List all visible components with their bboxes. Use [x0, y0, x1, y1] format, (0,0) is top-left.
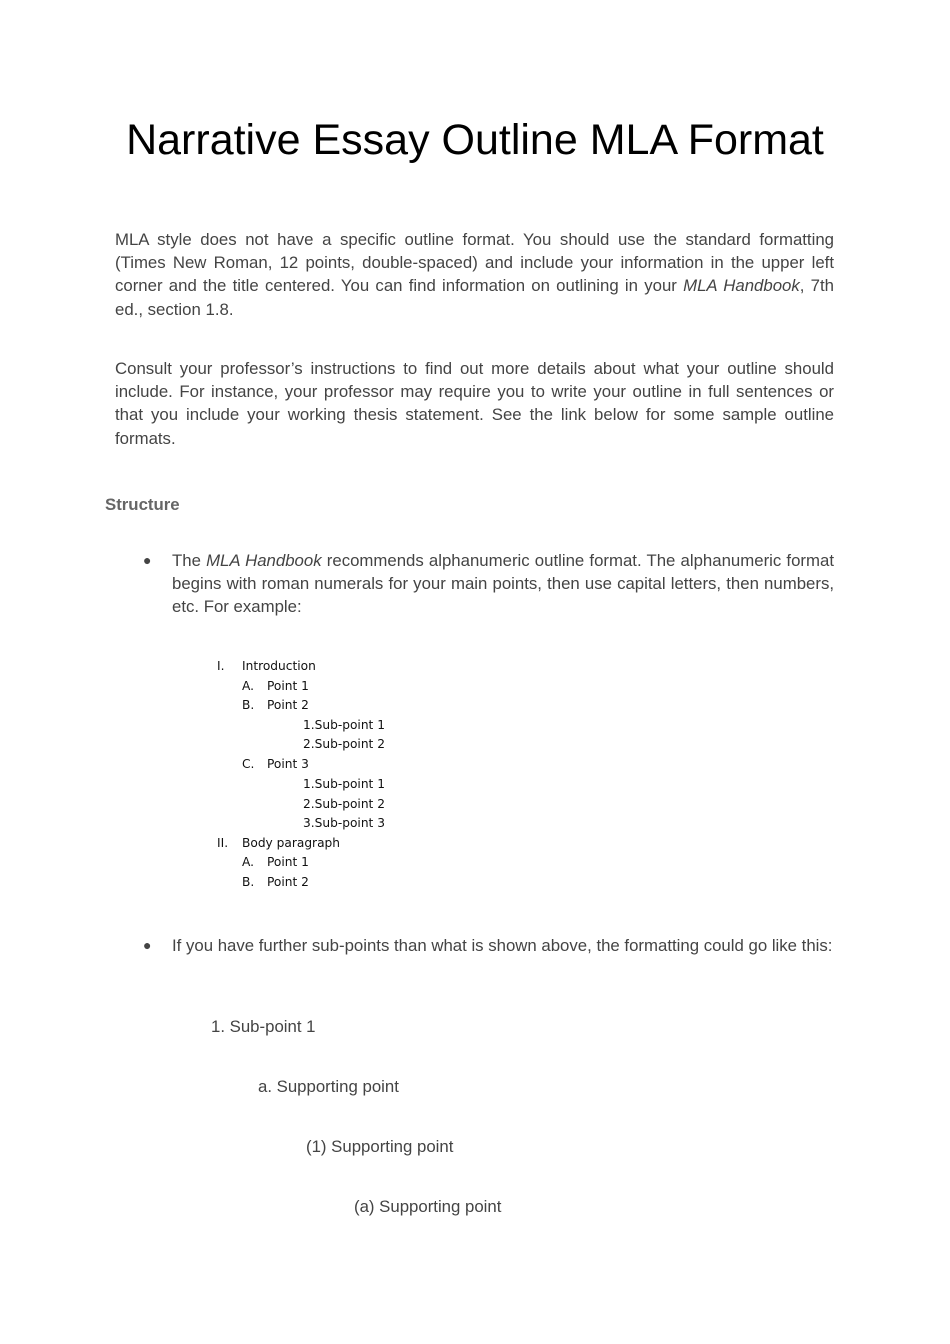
- bullet-item-further-subpoints: If you have further sub-points than what is shown above, the formatting could go like this:: [172, 936, 833, 955]
- bullet-text-end: recommends alphanumeric outline format. The alphanumeric format begins with roman numerals for your main points, then use capital letters, then numbers, etc. For example:: [172, 551, 834, 616]
- intro-text-end: , 7th ed., section 1.8.: [115, 276, 834, 319]
- handbook-title-italic: MLA Handbook: [683, 276, 800, 296]
- outline-text: Sub-point 3: [314, 816, 385, 830]
- outline-text: Point 1: [267, 679, 309, 693]
- sub-point-level-3: (1) Supporting point: [306, 1137, 454, 1156]
- outline-marker: 3.: [303, 816, 315, 830]
- sub-point-level-2: a. Supporting point: [258, 1077, 399, 1096]
- sub-point-level-1: 1. Sub-point 1: [211, 1017, 316, 1036]
- outline-row: [242, 854, 309, 870]
- outline-marker: C.: [242, 757, 255, 771]
- page-title: Narrative Essay Outline MLA Format: [126, 116, 824, 164]
- outline-row: [217, 658, 316, 674]
- outline-text: Sub-point 2: [314, 737, 385, 751]
- bullet-text-start: The: [172, 551, 207, 570]
- outline-row: [242, 756, 309, 772]
- bullet-item-alphanumeric: [172, 549, 834, 618]
- outline-marker: 2.: [303, 737, 315, 751]
- outline-marker: 2.: [303, 797, 315, 811]
- outline-text: Introduction: [242, 659, 316, 673]
- outline-text: Point 2: [267, 698, 309, 712]
- outline-marker: A.: [242, 855, 254, 869]
- outline-text: Sub-point 1: [314, 718, 385, 732]
- outline-example: [210, 655, 410, 895]
- outline-row: [242, 678, 309, 694]
- professor-paragraph: Consult your professor’s instructions to find out more details about what your outline should include. For instance, your professor may require you to write your outline in full sentences or that you include your working thesis statement. See the link below for some sample outline formats.: [115, 359, 834, 448]
- structure-heading: Structure: [105, 495, 180, 514]
- outline-text: Sub-point 1: [314, 777, 385, 791]
- outline-text: Sub-point 2: [314, 797, 385, 811]
- outline-text: Body paragraph: [242, 836, 340, 850]
- outline-marker: B.: [242, 698, 255, 712]
- outline-text: Point 2: [267, 875, 309, 889]
- bullet-dot-icon: ●: [143, 552, 152, 568]
- outline-marker: 1.: [303, 777, 315, 791]
- outline-row: [217, 835, 340, 851]
- outline-row: [303, 815, 385, 831]
- intro-text-start: MLA style does not have a specific outline format. You should use the standard formatting (Times New Roman, 12 points, double-spaced) and include your information in the upper left corner and the title centered. You can find information on outlining in your: [115, 230, 834, 296]
- intro-paragraph: [115, 228, 834, 321]
- outline-marker: A.: [242, 679, 254, 693]
- outline-row: [242, 874, 309, 890]
- bullet-dot-icon: ●: [143, 937, 152, 953]
- outline-marker: I.: [217, 659, 225, 673]
- outline-marker: B.: [242, 875, 255, 889]
- outline-row: [303, 736, 385, 752]
- outline-row: [242, 697, 309, 713]
- outline-row: [303, 717, 385, 733]
- handbook-title-italic: MLA Handbook: [206, 551, 322, 570]
- outline-row: [303, 796, 385, 812]
- outline-marker: 1.: [303, 718, 315, 732]
- outline-marker: II.: [217, 836, 229, 850]
- outline-text: Point 3: [267, 757, 309, 771]
- sub-point-level-4: (a) Supporting point: [354, 1197, 502, 1216]
- outline-row: [303, 776, 385, 792]
- outline-text: Point 1: [267, 855, 309, 869]
